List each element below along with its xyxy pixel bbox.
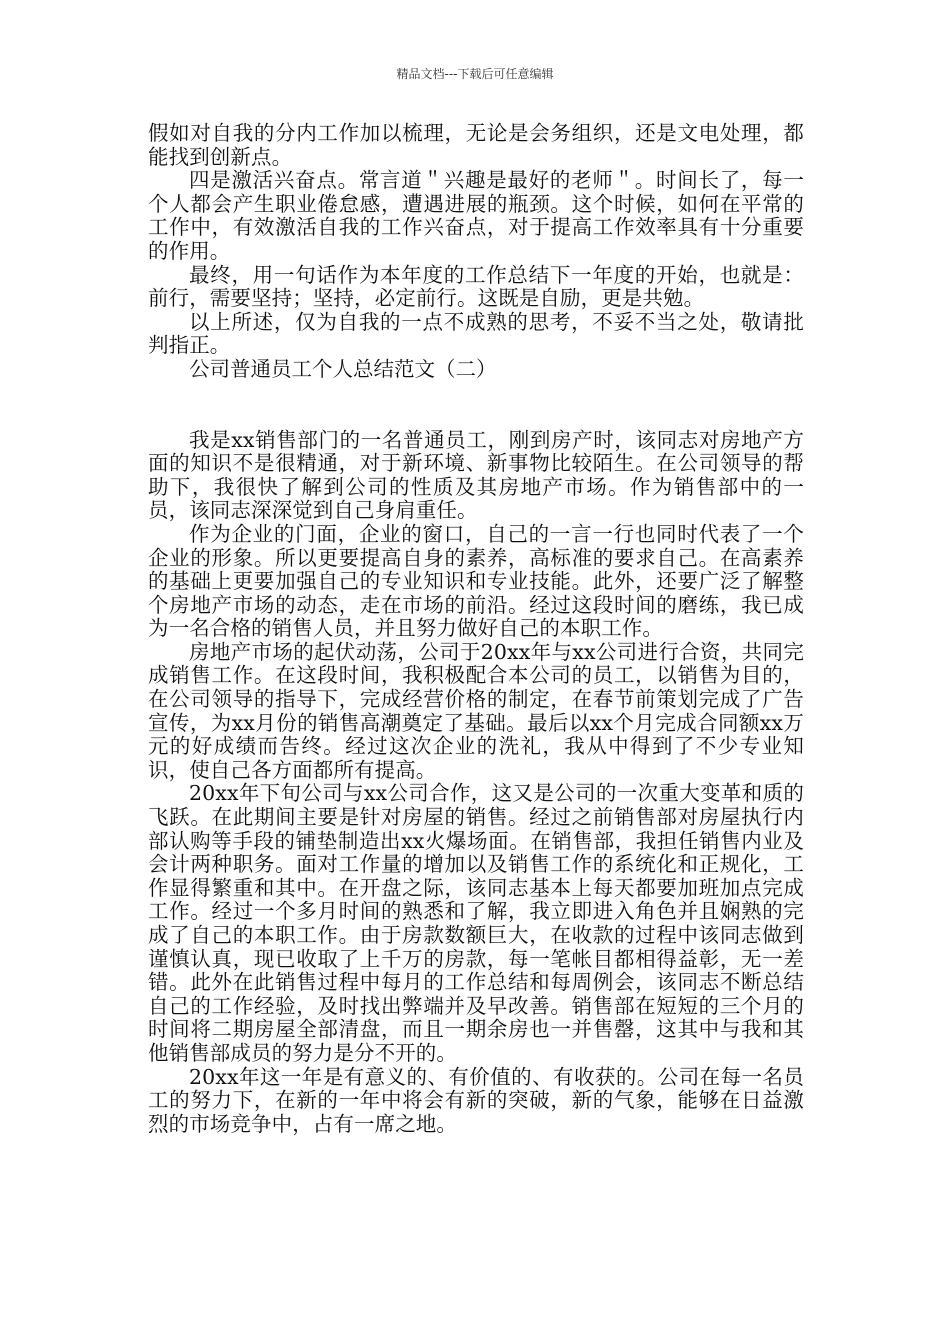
blank-line <box>148 382 804 429</box>
document-body <box>148 122 804 1136</box>
paragraph-cooperation: 20xx年下旬公司与xx公司合作，这又是公司的一次重大变革和质的飞跃。在此期间主要是针对房屋的销售。经过之前销售部对房屋执行内部认购等手段的铺垫制造出xx火爆场面。在销售部，我担任销售内业及会计两种职务。面对工作量的增加以及销售工作的系统化和正规化，工作显得繁重和其中。在开盘之际，该同志基本上每天都要加班加点完成工作。经过一个多月时间的熟悉和了解，我立即进入角色并且娴熟的完成了自己的本职工作。由于房款数额巨大，在收款的过程中该同志做到谨慎认真，现已收取了上千万的房款，每一笔帐目都相得益彰，无一差错。此外在此销售过程中每月的工作总结和每周例会，该同志不断总结自己的工作经验，及时找出弊端并及早改善。销售部在短短的三个月的时间将二期房屋全部清盘，而且一期余房也一并售罄，这其中与我和其他销售部成员的努力是分不开的。 <box>148 781 804 1065</box>
paragraph-closing: 以上所述，仅为自我的一点不成熟的思考，不妥不当之处，敬请批判指正。 <box>148 309 804 358</box>
paragraph-company-image: 作为企业的门面，企业的窗口，自己的一言一行也同时代表了一个企业的形象。所以更要提高自身的素养，高标准的要求自己。在高素养的基础上更要加强自己的专业知识和专业技能。此外，还要广泛了解整个房地产市场的动态，走在市场的前沿。经过这段时间的磨练，我已成为一名合格的销售人员，并且努力做好自己的本职工作。 <box>148 521 804 641</box>
paragraph-excitement-point: 四是激活兴奋点。常言道＂兴趣是最好的老师＂。时间长了，每一个人都会产生职业倦怠感，遭遇进展的瓶颈。这个时候，如何在平常的工作中，有效激活自我的工作兴奋点，对于提高工作效率具有十分重要的作用。 <box>148 168 804 263</box>
paragraph-introduction: 我是xx销售部门的一名普通员工，刚到房产时，该同志对房地产方面的知识不是很精通，对于新环境、新事物比较陌生。在公司领导的帮助下，我很快了解到公司的性质及其房地产市场。作为销售部中的一员，该同志深深觉到自己身肩重任。 <box>148 427 804 523</box>
section-title: 公司普通员工个人总结范文（二） <box>189 356 497 381</box>
paragraph-final-words: 最终，用一句话作为本年度的工作总结下一年度的开始，也就是：前行，需要坚持；坚持，必定前行。这既是自励，更是共勉。 <box>148 262 804 311</box>
paragraph-year-summary: 20xx年这一年是有意义的、有价值的、有收获的。公司在每一名员工的努力下，在新的一年中将会有新的突破，新的气象，能够在日益激烈的市场竞争中，占有一席之地。 <box>148 1064 804 1136</box>
paragraph-joint-venture: 房地产市场的起伏动荡，公司于20xx年与xx公司进行合资，共同完成销售工作。在这段时间，我积极配合本公司的员工，以销售为目的，在公司领导的指导下，完成经营价格的制定，在春节前策划完成了广告宣传，为xx月份的销售高潮奠定了基础。最后以xx个月完成合同额xx万元的好成绩而告终。经过这次企业的洗礼，我从中得到了不少专业知识，使自己各方面都所有提高。 <box>148 639 804 782</box>
page-header: 精品文档---下载后可任意编辑 <box>396 67 554 81</box>
paragraph-continuation: 假如对自我的分内工作加以梳理，无论是会务组织，还是文电处理，都能找到创新点。 <box>148 121 804 169</box>
